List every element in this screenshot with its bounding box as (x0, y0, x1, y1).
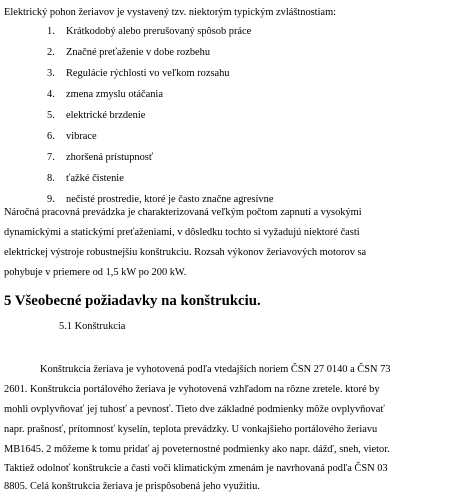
paragraph-line: Konštrukcia žeriava je vyhotovená podľa vtedajších noriem ČSN 27 0140 a ČSN 73 (40, 364, 391, 375)
list-number: 1. (47, 26, 55, 37)
list-text: vibrace (66, 131, 97, 142)
list-number: 2. (47, 47, 55, 58)
list-number: 8. (47, 173, 55, 184)
intro-line: Elektrický pohon žeriavov je vystavený tzv. niektorým typickým zvláštnostiam: (4, 7, 337, 18)
list-number: 3. (47, 68, 55, 79)
list-number: 9. (47, 194, 55, 205)
list-item (47, 25, 251, 38)
paragraph-line: mohli ovplyvňovať jej tuhosť a pevnosť. Tieto dve základné podmienky môže ovplyvňovať (4, 404, 385, 415)
paragraph-line: pohybuje v priemere od 1,5 kW po 200 kW. (4, 267, 187, 278)
list-number: 4. (47, 89, 55, 100)
list-text: zhoršená prístupnosť (66, 152, 154, 163)
list-item (47, 109, 145, 122)
paragraph-line: MB1645. 2 môžeme k tomu pridať aj poveternostné podmienky ako napr. dážď, sneh, vietor. (4, 444, 390, 455)
list-text: ťažké čistenie (66, 173, 124, 184)
paragraph-line: napr. prašnosť, prítomnosť kyselín, teplota prevádzky. U vonkajšieho portálového žeriavu (4, 424, 378, 435)
paragraph-line: elektrickej výstroje robustnejšiu konštrukciu. Rozsah výkonov žeriavových motorov sa (4, 247, 367, 258)
paragraph-line: 8805. Celá konštrukcia žeriava je prispôsobená jeho využitiu. (4, 481, 260, 492)
list-text: zmena zmyslu otáčania (66, 89, 163, 100)
list-number: 6. (47, 131, 55, 142)
paragraph-line: Taktiež odolnoť konštrukcie a časti voči klimatickým zmenám je navrhovaná podľa ČSN 03 (4, 463, 388, 474)
list-item (47, 88, 163, 101)
list-text: Regulácie rýchlosti vo veľkom rozsahu (66, 68, 230, 79)
list-item (47, 151, 153, 164)
list-number: 5. (47, 110, 55, 121)
paragraph-line: 2601. Konštrukcia portálového žeriava je vyhotovená vzhľadom na rôzne zretele. ktoré by (4, 384, 380, 395)
section-heading: 5 Všeobecné požiadavky na konštrukciu. (4, 293, 261, 309)
list-item (47, 193, 273, 206)
list-text: Značné preťaženie v dobe rozbehu (66, 47, 211, 58)
list-item (47, 172, 124, 185)
list-number: 7. (47, 152, 55, 163)
list-text: nečisté prostredie, ktoré je často značne agresívne (66, 194, 274, 205)
list-item (47, 67, 230, 80)
list-text: Krátkodobý alebo prerušovaný spôsob práce (66, 26, 252, 37)
list-item (47, 46, 210, 59)
list-text: elektrické brzdenie (66, 110, 146, 121)
paragraph-line: dynamickými a statickými preťaženiami, v dôsledku tochto si vyžadujú niektoré časti (4, 227, 360, 238)
list-item (47, 130, 97, 143)
subsection-heading: 5.1 Konštrukcia (59, 321, 126, 332)
paragraph-line: Náročná pracovná prevádzka je charakterizovaná veľkým počtom zapnutí a vysokými (4, 207, 362, 218)
